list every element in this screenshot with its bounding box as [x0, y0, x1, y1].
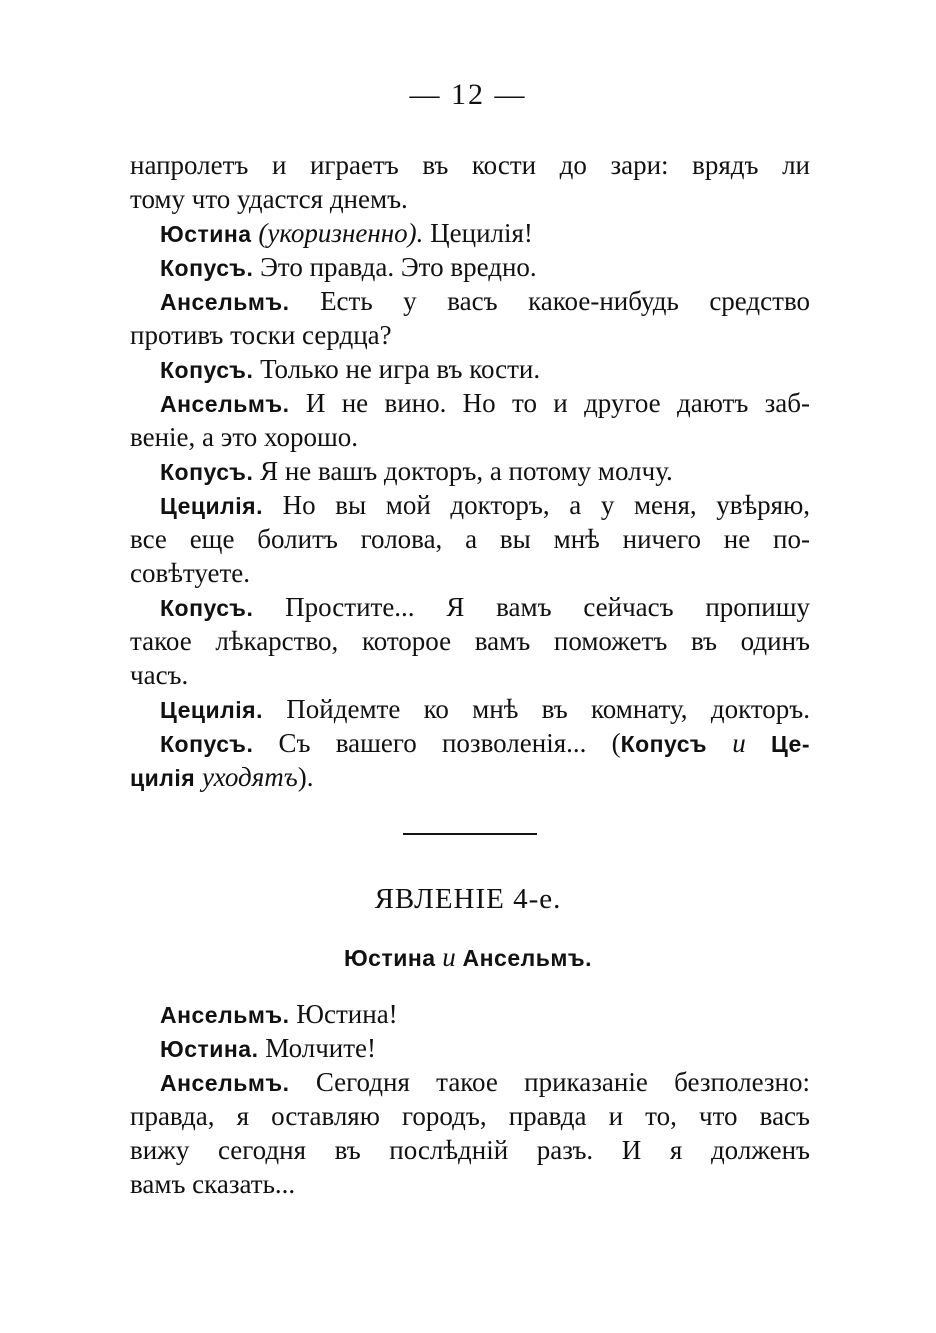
- text-line: совѣтуете.: [130, 558, 250, 588]
- text-line: цилія уходятъ).: [130, 762, 314, 792]
- speaker-name: Ансельмъ.: [160, 1002, 290, 1028]
- speaker-name: Юстина: [160, 221, 252, 247]
- text-line: веніе, а это хорошо.: [130, 422, 359, 452]
- speaker-name: Ансельмъ.: [160, 391, 290, 417]
- text-line: противъ тоски сердца?: [130, 320, 392, 350]
- speaker-name: Ансельмъ.: [160, 1070, 290, 1096]
- dialogue-line: Копусъ. Только не игра въ кости.: [160, 354, 541, 384]
- speaker-name: Цецилія.: [160, 697, 263, 723]
- stage-direction: (укоризненно).: [258, 218, 424, 248]
- speaker-name: Ансельмъ.: [160, 289, 290, 315]
- text-line: часъ.: [130, 660, 189, 690]
- dialogue-line: Копусъ. Съ вашего позволенія... (Копусъ и Це-: [160, 728, 810, 758]
- dialogue-line: Копусъ. Это правда. Это вредно.: [160, 252, 537, 282]
- scene-cast: Юстина и Ансельмъ.: [343, 942, 593, 972]
- text-line: тому что удастся днемъ.: [130, 184, 408, 214]
- speaker-name: Копусъ.: [160, 357, 254, 383]
- text-line: правда, я оставляю городъ, правда и то, что васъ: [130, 1101, 810, 1131]
- text-line: вижу сегодня въ послѣдній разъ. И я долженъ: [130, 1135, 810, 1165]
- scene-title: ЯВЛЕНІЕ 4-е.: [374, 883, 562, 915]
- dialogue-line: Копусъ. Я не вашъ докторъ, а потому молчу.: [160, 456, 673, 486]
- speaker-name: Копусъ.: [160, 731, 254, 757]
- text-line: такое лѣкарство, которое вамъ поможетъ въ одинъ: [130, 626, 810, 656]
- dialogue-line: Ансельмъ. Есть у васъ какое-нибудь средство: [160, 286, 811, 316]
- dialogue-line: Копусъ. Простите... Я вамъ сейчасъ пропишу: [160, 592, 810, 622]
- dialogue-line: Юстина. Молчите!: [160, 1033, 377, 1063]
- dialogue-line: Юстина (укоризненно). Цецилія!: [160, 218, 533, 248]
- dialogue-line: Ансельмъ. Юстина!: [160, 999, 398, 1029]
- stage-direction: (Копусъ и Це-: [611, 728, 810, 758]
- dialogue-line: Ансельмъ. Сегодня такое приказаніе безполезно:: [160, 1067, 810, 1097]
- dialogue-line: Цецилія. Пойдемте ко мнѣ въ комнату, докторъ.: [160, 694, 811, 724]
- dialogue-line: Цецилія. Но вы мой докторъ, а у меня, увѣряю,: [160, 490, 811, 520]
- speaker-name: Копусъ.: [160, 459, 254, 485]
- text-line: все еще болитъ голова, а вы мнѣ ничего не по-: [130, 524, 810, 554]
- speaker-name: Копусъ.: [160, 255, 254, 281]
- speaker-name: Юстина.: [160, 1036, 259, 1062]
- speaker-name: Цецилія.: [160, 493, 263, 519]
- dialogue-line: Ансельмъ. И не вино. Но то и другое даютъ заб-: [160, 388, 811, 418]
- text-line: напролетъ и играетъ въ кости до зари: врядъ ли: [130, 150, 810, 180]
- section-divider: [403, 833, 537, 835]
- text-line: вамъ сказать...: [130, 1169, 296, 1199]
- page-number: — 12 —: [409, 78, 527, 111]
- speaker-name: Копусъ.: [160, 595, 254, 621]
